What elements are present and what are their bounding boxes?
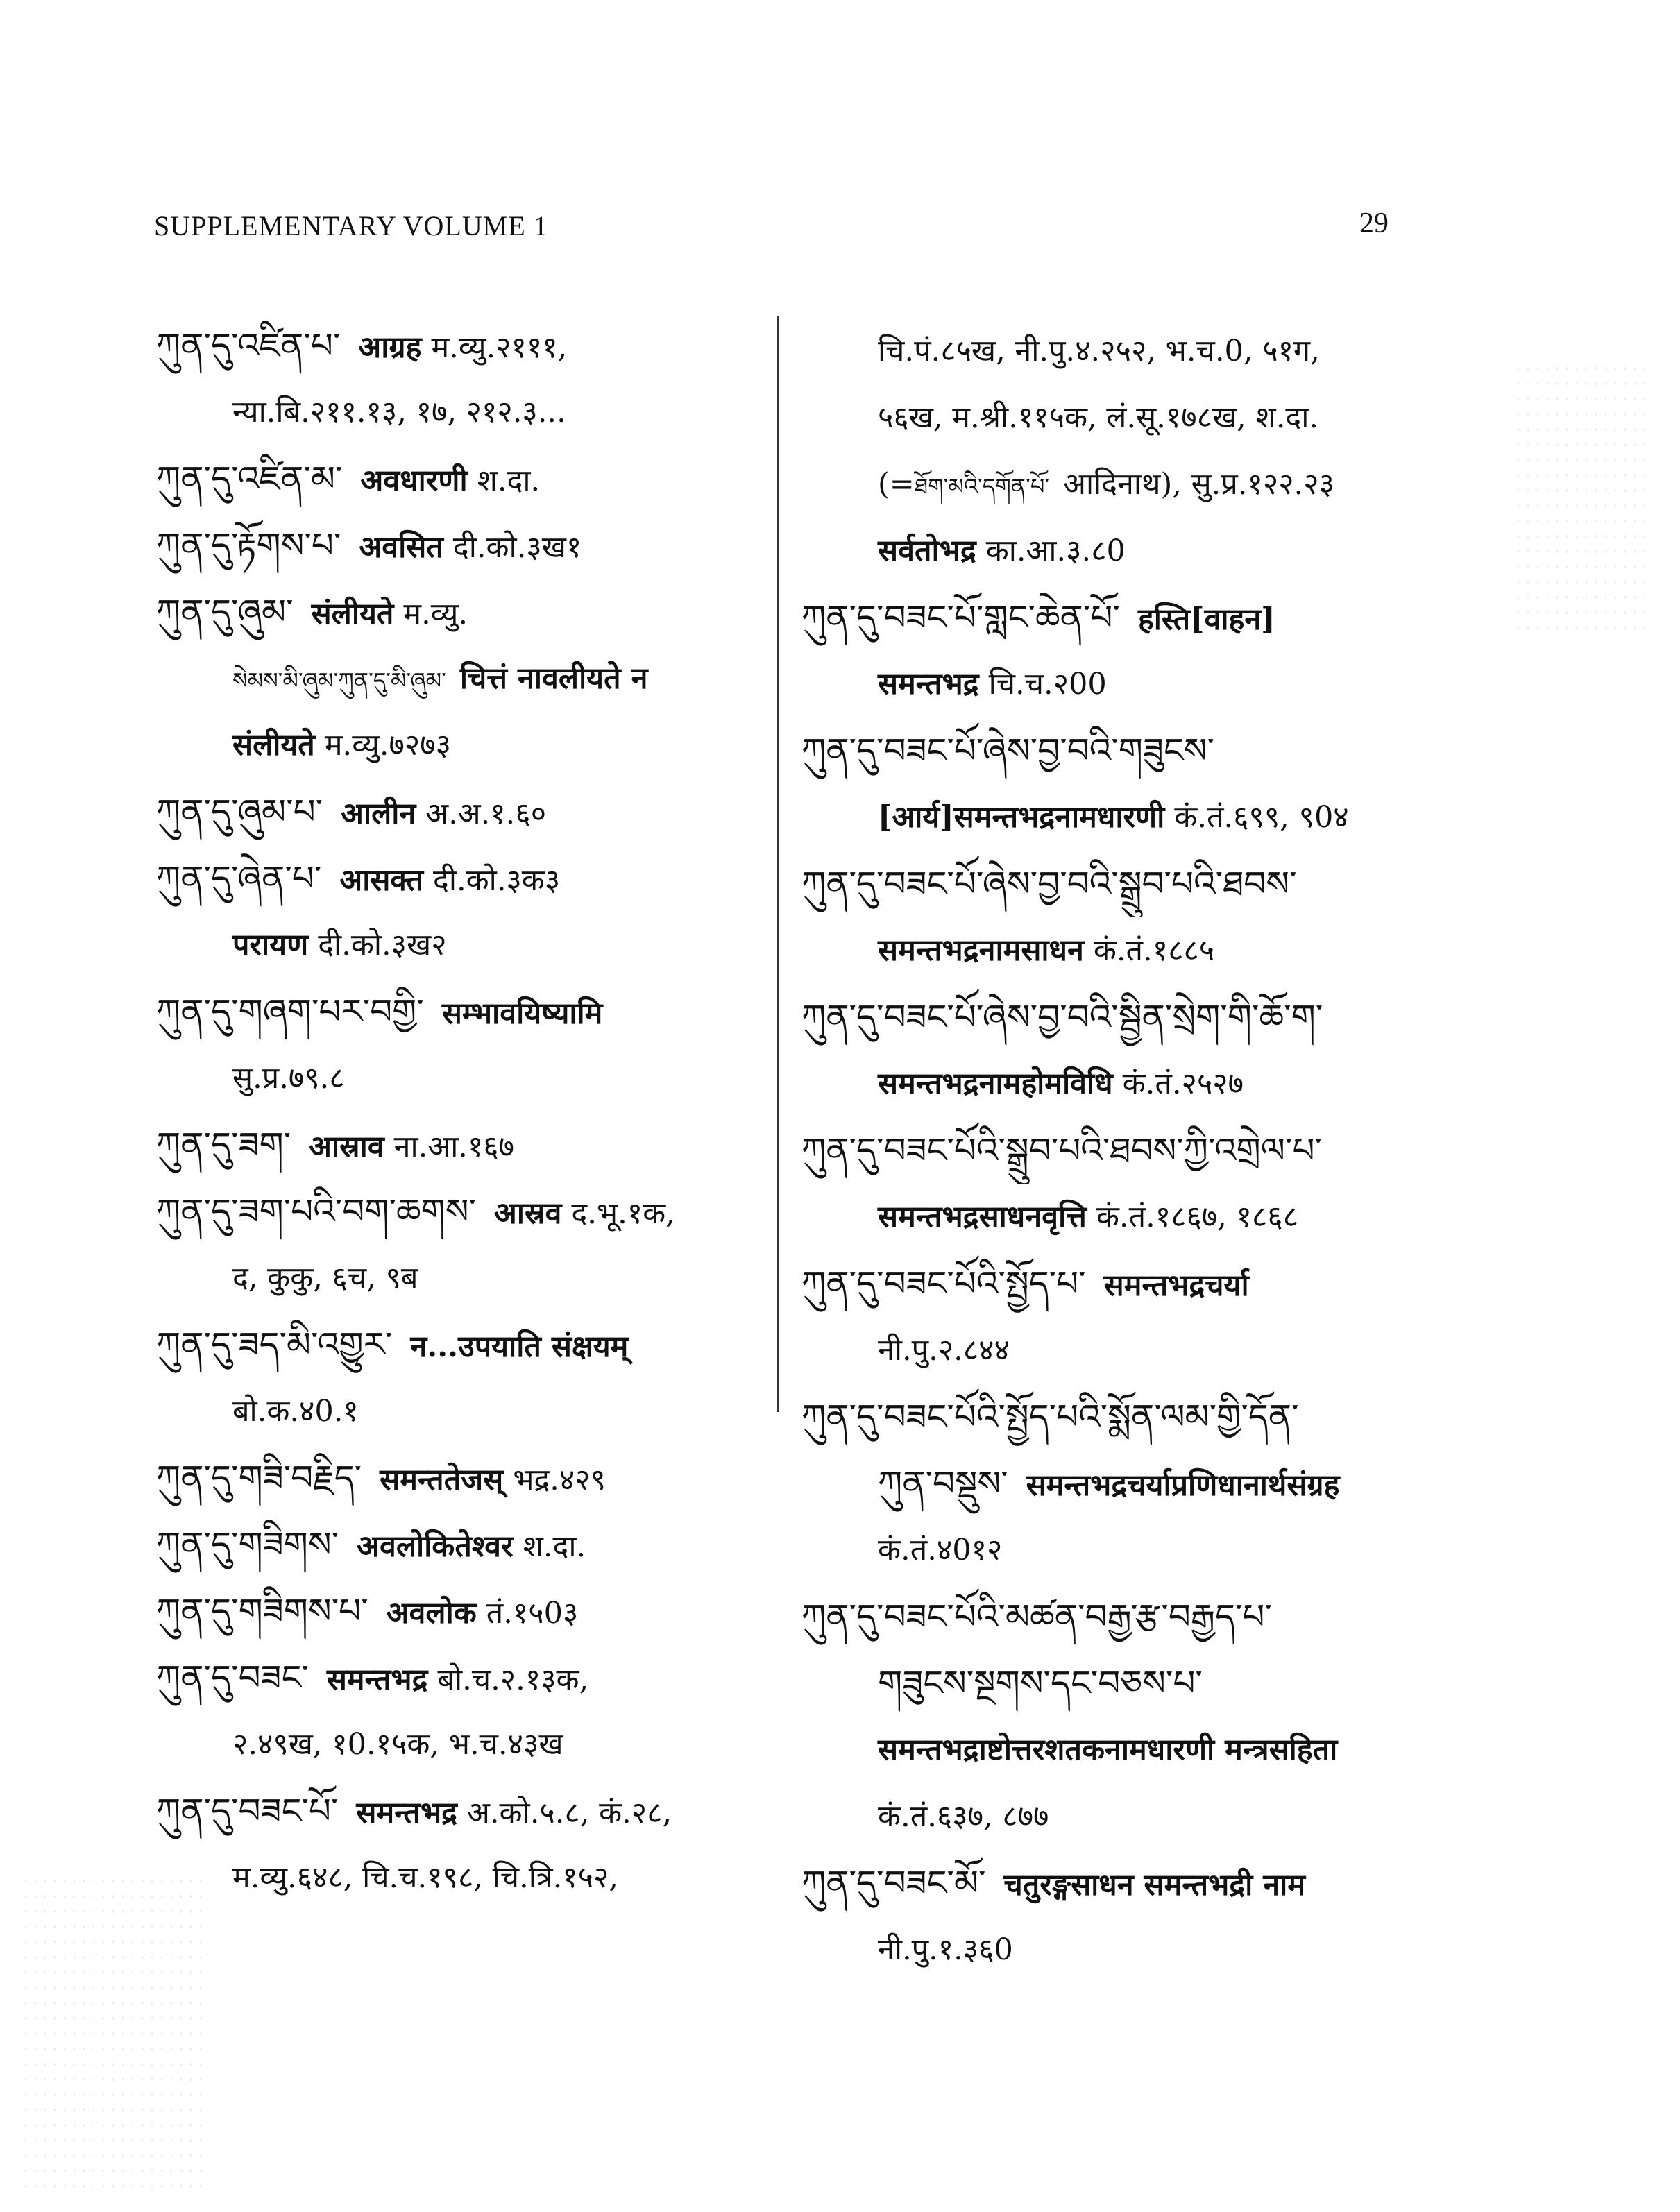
reference-text: नी.पु.१.३६0	[878, 1932, 1013, 1967]
dictionary-line	[156, 912, 767, 978]
reference-text: २.४९ख, १0.१५क, भ.च.४३ख	[232, 1727, 563, 1762]
dictionary-line	[801, 384, 1426, 451]
reference-text: भद्र.४२९	[513, 1463, 606, 1497]
tibetan-phrase: སེམས་མི་ཞུམ་ཀུན་དུ་མི་ཞུམ་	[232, 667, 446, 694]
dictionary-line	[801, 451, 1426, 518]
sanskrit-equivalent: न...उपयाति संक्षयम्	[410, 1329, 629, 1364]
reference-text: ना.आ.१६७	[393, 1130, 515, 1164]
reference-text: चि.च.२00	[988, 667, 1107, 701]
dictionary-line	[801, 1850, 1426, 1916]
dictionary-line	[156, 1644, 767, 1711]
scan-speckle	[21, 1873, 201, 2193]
dictionary-line	[801, 1916, 1426, 1983]
tibetan-headword: གཟུངས་སྔགས་དང་བཅས་པ་	[878, 1663, 1203, 1703]
reference-text: अ.को.५.८, कं.२८,	[467, 1796, 672, 1830]
tibetan-headword: ཀུན་དུ་བཟང་པོ་	[156, 1791, 339, 1831]
reference-text: अ.अ.१.६०	[425, 797, 547, 831]
reference-text: श.दा.	[523, 1529, 586, 1564]
dictionary-line	[156, 312, 767, 379]
dictionary-line	[801, 1117, 1426, 1184]
sanskrit-equivalent: संलीयते	[232, 728, 315, 763]
dictionary-line	[156, 845, 767, 912]
tibetan-headword: ཀུན་དུ་ཟག་	[156, 1125, 291, 1165]
sanskrit-equivalent: अवलोक	[386, 1596, 477, 1631]
dictionary-line	[156, 1844, 767, 1911]
tibetan-gloss: ཐོག་མའི་དགོན་པོ་	[914, 473, 1050, 500]
sanskrit-equivalent: आग्रह	[358, 330, 422, 365]
sanskrit-equivalent: समन्तभद्रनामहोमविधि	[878, 1066, 1113, 1101]
reference-text: कं.तं.२५२७	[1122, 1066, 1244, 1101]
reference-text: कं.तं.६९९, ९0४	[1174, 800, 1349, 835]
reference-text: द, कुकु, ६च, ९ब	[232, 1261, 418, 1295]
sanskrit-equivalent: समन्तभद्र	[356, 1796, 458, 1830]
dictionary-line	[156, 1112, 767, 1178]
reference-text: कं.तं.४0१२	[878, 1533, 1003, 1567]
tibetan-headword: ཀུན་དུ་བཟང་པོ་ཞེས་བྱ་བའི་སྒྲུབ་པའི་ཐབས་	[801, 864, 1297, 904]
reference-text: कं.तं.६३७, ८७७	[878, 1799, 1049, 1834]
dictionary-line	[156, 978, 767, 1045]
reference-text: का.आ.३.८0	[985, 534, 1126, 568]
sanskrit-equivalent: अवलोकितेश्वर	[357, 1529, 514, 1564]
dictionary-line	[801, 1250, 1426, 1317]
reference-text: म.व्यु.६४८, चि.च.१९८, चि.त्रि.१५२,	[232, 1860, 619, 1895]
tibetan-headword: ཀུན་དུ་གཟི་བརྗིད་	[156, 1458, 362, 1498]
reference-text: दी.को.३क३	[432, 863, 561, 898]
reference-text: बो.च.२.१३क,	[437, 1662, 589, 1697]
dictionary-line	[156, 1778, 767, 1844]
sanskrit-equivalent: सर्वतोभद्र	[878, 534, 976, 568]
reference-text: म.व्यु.७२७३	[324, 728, 451, 763]
tibetan-headword: ཀུན་དུ་བཟང་པོ་གླང་ཆེན་པོ་	[801, 597, 1120, 638]
reference-text: ५६ख, म.श्री.११५क, लं.सू.१७८ख, श.दा.	[878, 400, 1319, 435]
dictionary-line	[801, 1517, 1426, 1583]
sanskrit-equivalent: समन्ततेजस्	[380, 1463, 504, 1497]
dictionary-line	[156, 1378, 767, 1445]
sanskrit-equivalent: समन्तभद्राष्टोत्तरशतकनामधारणी मन्त्रसहिता	[878, 1733, 1338, 1767]
reference-text: (=	[878, 467, 915, 502]
page-number: 29	[1359, 207, 1389, 239]
running-head: SUPPLEMENTARY VOLUME 1	[154, 210, 548, 241]
tibetan-headword: ཀུན་དུ་གཟིགས་	[156, 1524, 339, 1565]
tibetan-headword: ཀུན་དུ་ཞུམ་པ་	[156, 792, 323, 832]
tibetan-headword: ཀུན་དུ་རྟོགས་པ་	[156, 525, 341, 565]
dictionary-line	[801, 1717, 1426, 1783]
tibetan-headword: ཀུན་དུ་གཞག་པར་བགྱི་	[156, 992, 424, 1032]
tibetan-headword: ཀུན་དུ་ཞེན་པ་	[156, 858, 322, 899]
sanskrit-equivalent: हस्ति[वाहन]	[1137, 602, 1275, 637]
sanskrit-equivalent: समन्तभद्रनामसाधन	[878, 933, 1084, 968]
tibetan-headword: ཀུན་དུ་ཟད་མི་འགྱུར་	[156, 1325, 393, 1365]
tibetan-headword: ཀུན་དུ་འཛིན་མ་	[156, 459, 343, 499]
dictionary-line	[801, 1450, 1426, 1517]
dictionary-line	[801, 1317, 1426, 1384]
scan-speckle	[1513, 361, 1652, 638]
dictionary-line	[801, 518, 1426, 584]
reference-text: सु.प्र.७९.८	[232, 1061, 345, 1096]
dictionary-line	[156, 579, 767, 645]
dictionary-line	[156, 779, 767, 845]
sanskrit-equivalent: अवधारणी	[360, 463, 468, 498]
dictionary-line	[801, 1384, 1426, 1450]
tibetan-headword: ཀུན་དུ་འཛིན་པ་	[156, 325, 341, 366]
dictionary-line	[801, 1050, 1426, 1117]
dictionary-line	[801, 1184, 1426, 1250]
sanskrit-equivalent: समन्तभद्रचर्याप्रणिधानार्थसंग्रह	[1026, 1468, 1340, 1503]
sanskrit-equivalent: समन्तभद्र	[878, 667, 979, 701]
dictionary-line	[156, 512, 767, 579]
tibetan-headword: ཀུན་དུ་བཟང་པོའི་མཚན་བརྒྱ་རྩ་བརྒྱད་པ་	[801, 1597, 1272, 1637]
dictionary-line	[156, 1311, 767, 1378]
sanskrit-equivalent: आलीन	[341, 797, 416, 831]
dictionary-line	[156, 712, 767, 779]
dictionary-line	[156, 379, 767, 445]
reference-text: दी.को.३ख१	[452, 530, 582, 565]
sanskrit-equivalent: चतुरङ्गसाधन समन्तभद्री नाम	[1003, 1868, 1305, 1903]
tibetan-headword: ཀུན་དུ་གཟིགས་པ་	[156, 1591, 368, 1631]
dictionary-line	[801, 1583, 1426, 1650]
right-column	[801, 318, 1426, 1983]
sanskrit-equivalent: चित्तं नावलीयते न	[459, 661, 648, 696]
dictionary-line	[156, 645, 767, 712]
reference-text: श.दा.	[477, 463, 541, 498]
tibetan-headword: ཀུན་དུ་ཞུམ་	[156, 592, 294, 632]
dictionary-line	[156, 1511, 767, 1578]
dictionary-line	[801, 584, 1426, 651]
sanskrit-equivalent: समन्तभद्र	[326, 1662, 428, 1697]
column-divider	[777, 316, 779, 1412]
sanskrit-equivalent: समन्तभद्रसाधनवृत्ति	[878, 1200, 1087, 1234]
tibetan-headword: ཀུན་དུ་བཟང་མོ་	[801, 1863, 986, 1903]
dictionary-line	[156, 1245, 767, 1311]
reference-text: कं.तं.१८६७, १८६८	[1096, 1200, 1298, 1234]
dictionary-line	[156, 1711, 767, 1778]
dictionary-line	[156, 1178, 767, 1245]
sanskrit-equivalent: परायण	[232, 928, 309, 962]
dictionary-line	[156, 445, 767, 512]
reference-text: चि.पं.८५ख, नी.पु.४.२५२, भ.च.0, ५१ग,	[878, 334, 1320, 368]
reference-text: दी.को.३ख२	[318, 928, 447, 962]
tibetan-headword: ཀུན་དུ་བཟང་པོའི་སྤྱོད་པ་	[801, 1264, 1086, 1304]
reference-text: बो.क.४0.१	[232, 1394, 359, 1429]
reference-text: द.भू.१क,	[571, 1196, 675, 1231]
tibetan-headword: ཀུན་དུ་བཟང་པོ་ཞེས་བྱ་བའི་གཟུངས་	[801, 731, 1214, 771]
dictionary-line	[156, 1445, 767, 1511]
tibetan-headword: ཀུན་དུ་བཟང་པོའི་སྤྱོད་པའི་སྨོན་ལམ་གྱི་དོན་	[801, 1397, 1299, 1437]
sanskrit-equivalent: संलीयते	[311, 597, 394, 631]
tibetan-headword: ཀུན་དུ་ཟག་པའི་བག་ཆགས་	[156, 1191, 476, 1232]
dictionary-line	[801, 1783, 1426, 1850]
sanskrit-equivalent: सम्भावयिष्यामि	[441, 996, 603, 1031]
sanskrit-equivalent: आस्रव	[494, 1196, 562, 1231]
sanskrit-equivalent: आस्राव	[309, 1130, 384, 1164]
dictionary-line	[801, 917, 1426, 984]
dictionary-line	[801, 1650, 1426, 1717]
dictionary-line	[801, 984, 1426, 1050]
reference-text: आदिनाथ), सु.प्र.१२२.२३	[1063, 467, 1334, 502]
reference-text: नी.पु.२.८४४	[878, 1333, 1010, 1368]
dictionary-line	[801, 851, 1426, 917]
left-column	[156, 312, 767, 1911]
dictionary-line	[801, 318, 1426, 384]
dictionary-line	[156, 1045, 767, 1112]
reference-text: न्या.बि.२११.१३, १७, २१२.३...	[232, 395, 566, 429]
tibetan-headword: ཀུན་བསྡུས་	[878, 1463, 1008, 1504]
reference-text: म.व्यु.२१११,	[431, 330, 568, 365]
reference-text: म.व्यु.	[403, 597, 468, 631]
sanskrit-equivalent: अवसित	[359, 530, 443, 565]
tibetan-headword: ཀུན་དུ་བཟང་པོ་ཞེས་བྱ་བའི་སྦྱིན་སྲེག་གི་ཆོ་ག་	[801, 997, 1323, 1037]
reference-text: कं.तं.१८८५	[1093, 933, 1215, 968]
dictionary-line	[156, 1578, 767, 1644]
sanskrit-equivalent: [आर्य]समन्तभद्रनामधारणी	[878, 800, 1165, 835]
tibetan-headword: ཀུན་དུ་བཟང་པོའི་སྒྲུབ་པའི་ཐབས་ཀྱི་འགྲེལ་པ་	[801, 1130, 1322, 1171]
dictionary-line	[801, 651, 1426, 717]
dictionary-line	[801, 784, 1426, 851]
reference-text: तं.१५0३	[486, 1596, 579, 1631]
tibetan-headword: ཀུན་དུ་བཟང་	[156, 1658, 309, 1698]
dictionary-line	[801, 717, 1426, 784]
sanskrit-equivalent: समन्तभद्रचर्या	[1103, 1268, 1249, 1303]
sanskrit-equivalent: आसक्त	[339, 863, 423, 898]
